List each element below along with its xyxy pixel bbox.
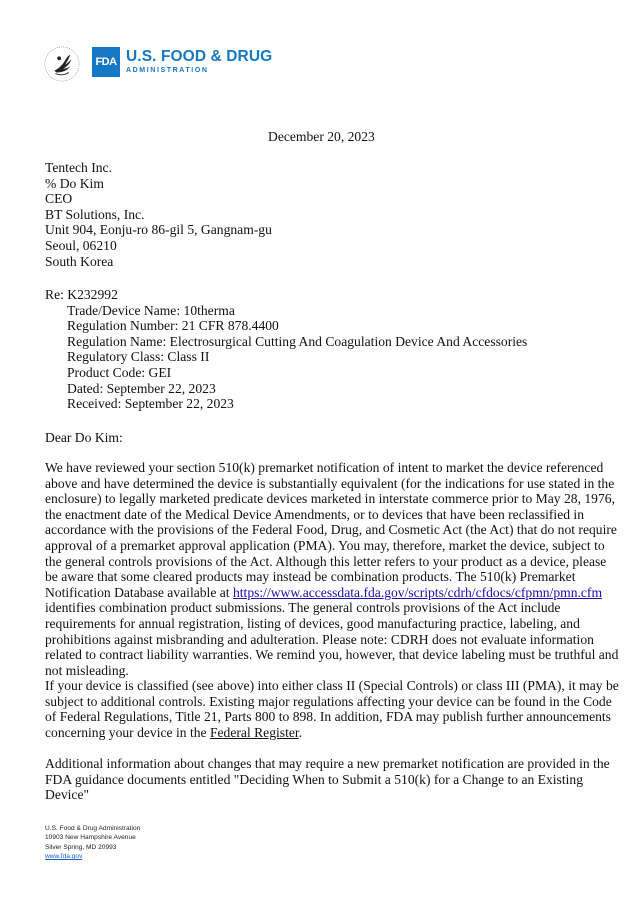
footer-address <box>45 824 140 861</box>
fda-logo-subtitle: ADMINISTRATION <box>126 66 209 74</box>
paragraph-regulations <box>45 678 620 740</box>
address-line: Seoul, 06210 <box>45 237 117 253</box>
letter-date: December 20, 2023 <box>268 129 375 144</box>
footer-line: 10903 New Hampshire Avenue <box>45 834 136 842</box>
reference-line: Received: September 22, 2023 <box>67 396 234 412</box>
footer-line: Silver Spring, MD 20993 <box>45 843 117 851</box>
paragraph-guidance <box>45 756 620 803</box>
paragraph-text: identifies combination product submissions. The general controls provisions of the Act include requirements for annual registration, listing of devices, good manufacturing practice, labeling, and prohibitions against misbranding and adulteration. Please note: CDRH does not evaluate information related to contract liability warranties. We remind you, however, that device labeling must be truthful and not misleading. <box>45 600 619 678</box>
paragraph-determination <box>45 460 620 678</box>
fda-logo-box: FDA <box>92 47 120 77</box>
paragraph-text: . <box>298 724 303 740</box>
reference-line: Dated: September 22, 2023 <box>67 380 216 396</box>
pmn-database-link[interactable]: https://www.accessdata.fda.gov/scripts/cdrh/cfdocs/cfpmn/pmn.cfm <box>232 584 603 600</box>
address-line: % Do Kim <box>45 175 104 191</box>
address-line: CEO <box>45 191 73 207</box>
fda-logo-title: U.S. FOOD & DRUG <box>126 47 273 65</box>
reference-line: Regulatory Class: Class II <box>67 349 210 365</box>
fda-website-link[interactable]: www.fda.gov <box>45 852 83 860</box>
address-line: Unit 904, Eonju-ro 86-gil 5, Gangnam-gu <box>45 222 272 238</box>
salutation: Dear Do Kim: <box>45 430 123 445</box>
paragraph-text: If your device is classified (see above) into either class II (Special Controls) or class III (PMA), it may be subject to additional controls. Existing major regulations affecting your device can be found in the Code of Federal Regulations, Title 21, Parts 800 to 898. In addition, FDA may publish further announcements concerning your device in the <box>45 678 619 740</box>
hhs-seal-icon <box>43 45 81 83</box>
paragraph-text: Additional information about changes that may require a new premarket notification are provided in the FDA guidance documents entitled "Deciding When to Submit a 510(k) for a Change to an Existing Device" <box>45 756 610 803</box>
reference-line: Trade/Device Name: 10therma <box>67 302 235 318</box>
reference-line: Regulation Number: 21 CFR 878.4400 <box>67 318 279 334</box>
address-line: South Korea <box>45 253 114 269</box>
address-line: Tentech Inc. <box>45 160 112 175</box>
reference-block <box>45 287 620 412</box>
recipient-address <box>45 160 620 269</box>
reference-number: Re: K232992 <box>45 287 118 302</box>
footer-line: U.S. Food & Drug Administration <box>45 825 141 832</box>
reference-line: Product Code: GEI <box>67 364 172 380</box>
reference-line: Regulation Name: Electrosurgical Cutting And Coagulation Device And Accessories <box>67 333 528 349</box>
address-line: BT Solutions, Inc. <box>45 206 145 222</box>
federal-register-text: Federal Register <box>209 724 299 740</box>
paragraph-text: We have reviewed your section 510(k) premarket notification of intent to market the device referenced above and have determined the device is substantially equivalent (for the indications for use stated in the enclosure) to legally marketed predicate devices marketed in interstate commerce prior to May 28, 1976, the enactment date of the Medical Device Amendments, or to devices that have been reclassified in accordance with the provisions of the Federal Food, Drug, and Cosmetic Act (the Act) that do not require approval of a premarket approval application (PMA). You may, therefore, market the device, subject to the general controls provisions of the Act. Although this letter refers to your product as a device, please be aware that some cleared products may instead be combination products. The 510(k) Premarket Notification Database available at <box>45 460 617 600</box>
fda-logo <box>92 47 272 77</box>
